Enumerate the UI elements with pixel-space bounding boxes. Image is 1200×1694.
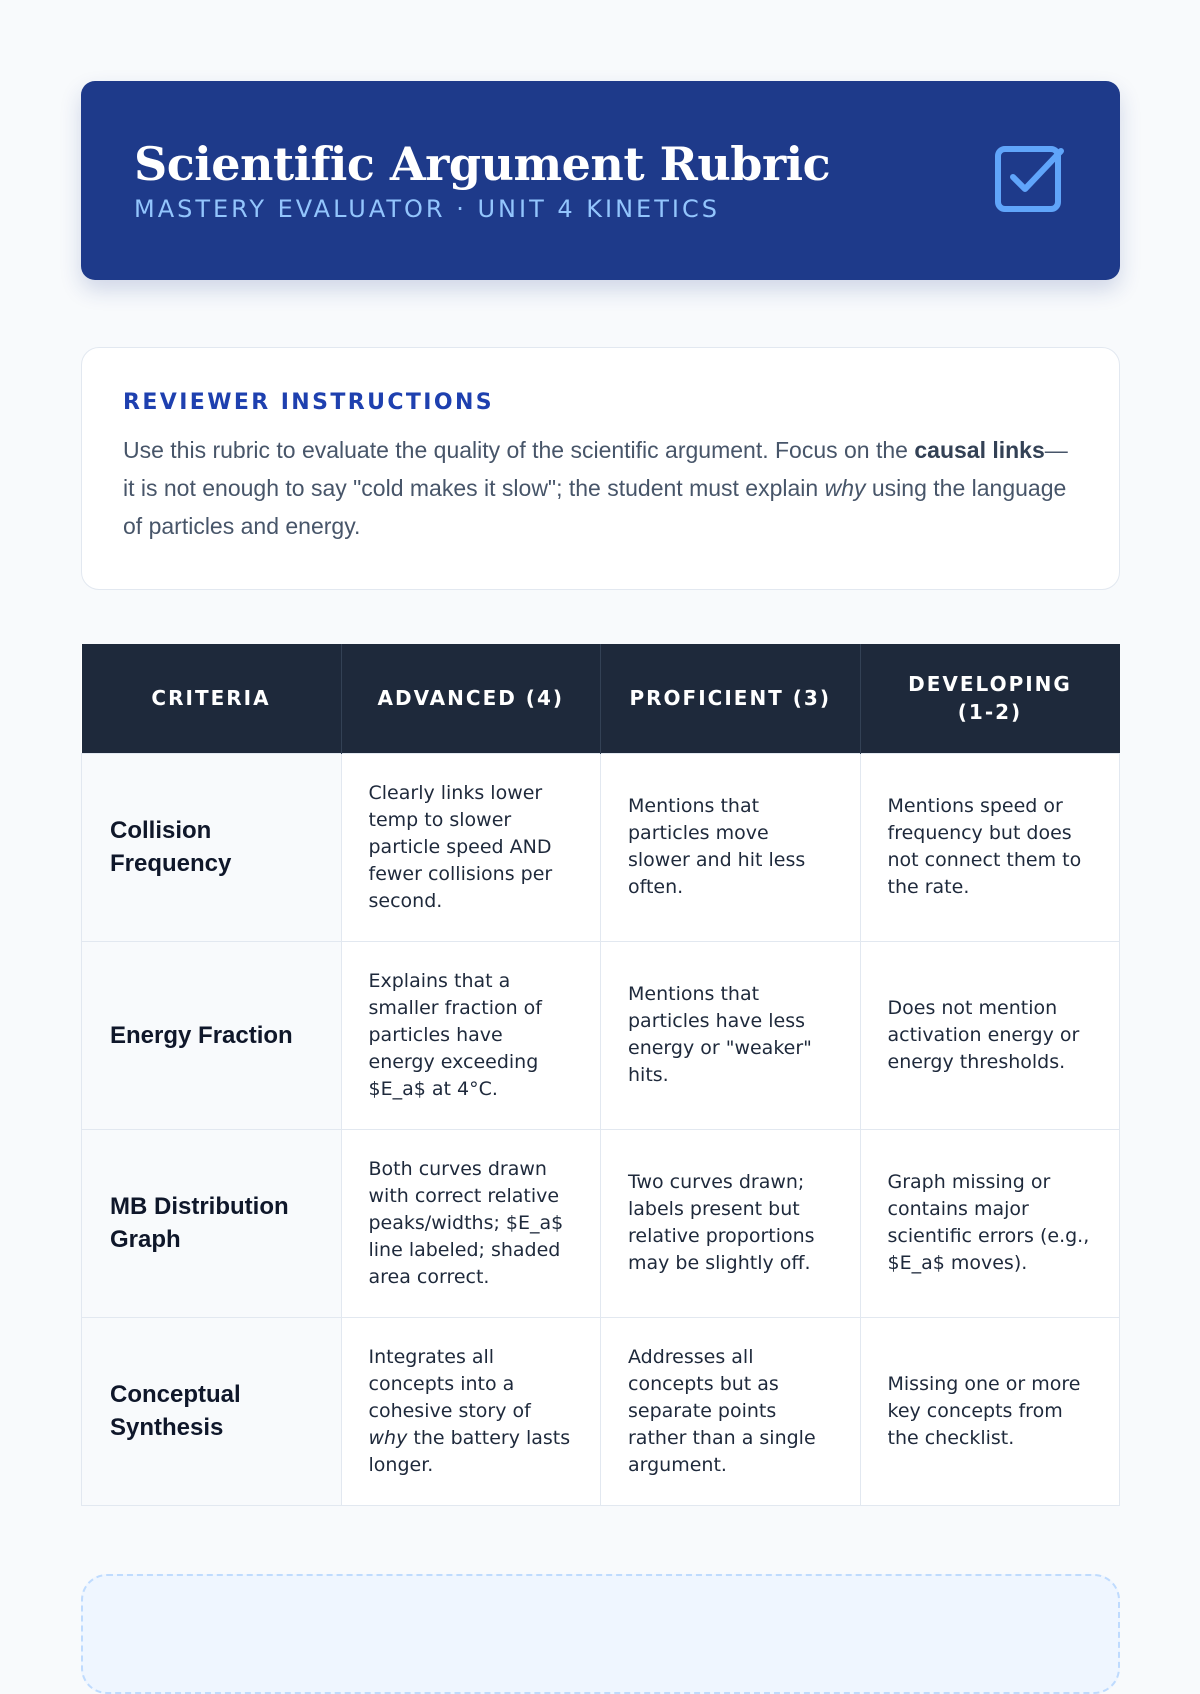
table-row — [82, 1129, 1120, 1317]
reviewer-instructions-card — [81, 347, 1120, 590]
instructions-italic-text: why — [824, 475, 866, 501]
instructions-text — [123, 431, 1079, 545]
page-subtitle: MASTERY EVALUATOR · UNIT 4 KINETICS — [134, 195, 720, 223]
instructions-text-part: using the language of particles and energy. — [123, 475, 1067, 539]
developing-cell: Does not mention activation energy or energy thresholds. — [860, 941, 1120, 1129]
advanced-cell: Explains that a smaller fraction of particles have energy exceeding $E_a$ at 4°C. — [341, 941, 601, 1129]
checkbox-checked-icon — [991, 141, 1067, 217]
advanced-text-part: Integrates all concepts into a cohesive story of — [368, 1345, 531, 1422]
instructions-heading: REVIEWER INSTRUCTIONS — [123, 390, 495, 415]
table-row — [82, 941, 1120, 1129]
proficient-cell: Mentions that particles move slower and hit less often. — [601, 753, 861, 941]
advanced-italic-text: why — [368, 1426, 408, 1449]
criteria-cell: Collision Frequency — [82, 753, 342, 941]
column-header-advanced: ADVANCED (4) — [341, 644, 601, 753]
developing-cell: Mentions speed or frequency but does not connect them to the rate. — [860, 753, 1120, 941]
checklist-card — [81, 1574, 1120, 1694]
column-header-criteria: CRITERIA — [82, 644, 342, 753]
advanced-text-part: the battery lasts longer. — [368, 1426, 571, 1476]
table-header-row — [82, 644, 1120, 753]
instructions-text-part: Use this rubric to evaluate the quality of the scientific argument. Focus on the — [123, 437, 915, 463]
criteria-cell: Conceptual Synthesis — [82, 1317, 342, 1505]
developing-cell: Missing one or more key concepts from the checklist. — [860, 1317, 1120, 1505]
column-header-proficient: PROFICIENT (3) — [601, 644, 861, 753]
column-header-developing: DEVELOPING (1-2) — [860, 644, 1120, 753]
advanced-cell — [341, 1317, 601, 1505]
criteria-cell: Energy Fraction — [82, 941, 342, 1129]
proficient-cell: Mentions that particles have less energy or "weaker" hits. — [601, 941, 861, 1129]
developing-cell: Graph missing or contains major scientific errors (e.g., $E_a$ moves). — [860, 1129, 1120, 1317]
table-row — [82, 1317, 1120, 1505]
proficient-cell: Addresses all concepts but as separate points rather than a single argument. — [601, 1317, 861, 1505]
header-banner — [81, 81, 1120, 280]
instructions-bold-text: causal links — [914, 437, 1045, 463]
proficient-cell: Two curves drawn; labels present but relative proportions may be slightly off. — [601, 1129, 861, 1317]
page-title: Scientific Argument Rubric — [134, 137, 831, 191]
criteria-cell: MB Distribution Graph — [82, 1129, 342, 1317]
rubric-table — [81, 644, 1120, 1506]
table-row — [82, 753, 1120, 941]
advanced-cell: Both curves drawn with correct relative peaks/widths; $E_a$ line labeled; shaded area correct. — [341, 1129, 601, 1317]
instructions-text-part: —it is not enough to say "cold makes it slow"; the student must explain — [123, 437, 1068, 501]
advanced-cell: Clearly links lower temp to slower particle speed AND fewer collisions per second. — [341, 753, 601, 941]
